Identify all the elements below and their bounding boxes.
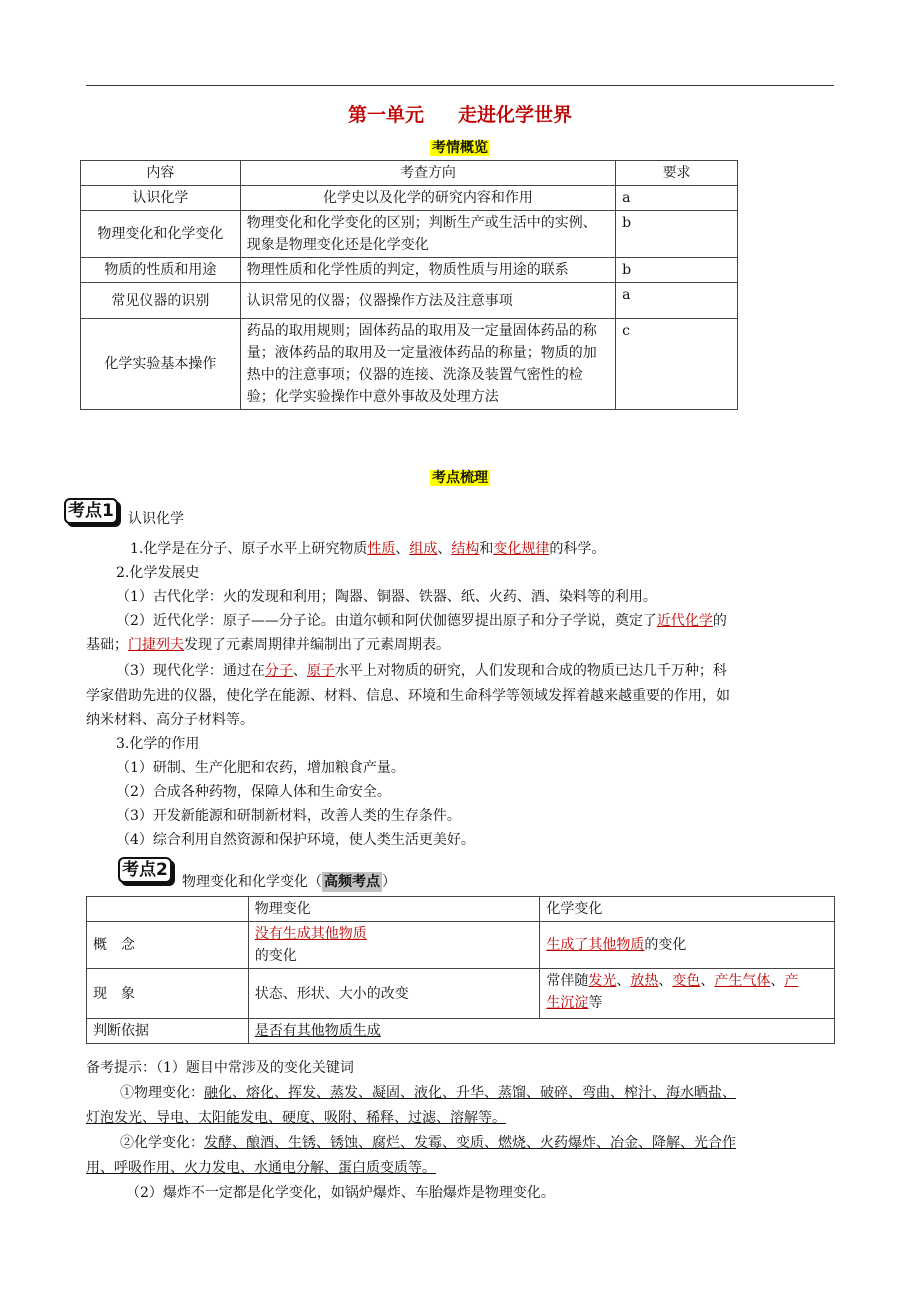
col-header-direction: 考查方向: [240, 161, 615, 186]
table-row: [87, 1019, 835, 1044]
row-req: b: [616, 258, 738, 283]
row-content: 常见仪器的识别: [81, 283, 241, 319]
s1-line6: （3）现代化学：通过在分子、原子水平上对物质的研究，人们发现和合成的物质已达几千万种；科: [116, 663, 727, 679]
overview-table: [80, 160, 738, 410]
row-label: 概 念: [87, 922, 249, 969]
s1-line2: 2.化学发展史: [116, 565, 200, 581]
row-direction: 化学史以及化学的研究内容和作用: [240, 186, 615, 211]
kd2-title: 物理变化和化学变化（ 高频考点 ）: [182, 874, 396, 890]
row-direction: 药品的取用规则；固体药品的取用及一定量固体药品的称量；液体药品的取用及一定量液体药品的称量；物质的加热中的注意事项；仪器的连接、洗涤及装置气密性的检验；化学实验操作中意外事故及处理方法: [240, 319, 615, 410]
row-label: 现 象: [87, 969, 249, 1019]
col-header-req: 要求: [616, 161, 738, 186]
table-row: [81, 186, 738, 211]
row-direction: 物理变化和化学变化的区别；判断生产或生活中的实例、现象是物理变化还是化学变化: [240, 211, 615, 258]
s1-line3: （1）古代化学：火的发现和利用；陶器、铜器、铁器、纸、火药、酒、染料等的利用。: [116, 589, 657, 605]
change-compare-table: [86, 896, 835, 1044]
row-content: 物理变化和化学变化: [81, 211, 241, 258]
concept-chemical: 生成了其他物质的变化: [540, 922, 835, 969]
col-header-content: 内容: [81, 161, 241, 186]
kd2-badge: 考点2: [118, 857, 172, 883]
unit-label: 第一单元: [347, 104, 424, 126]
table-row: [81, 211, 738, 258]
s1-line5: 基础；门捷列夫发现了元素周期律并编制出了元素周期表。: [86, 637, 450, 653]
col-header-physical: 物理变化: [248, 897, 540, 922]
row-req: a: [616, 186, 738, 211]
kd1-title: 认识化学: [128, 511, 184, 527]
phenomenon-physical: 状态、形状、大小的改变: [248, 969, 540, 1019]
concept-physical: 没有生成其他物质 的变化: [248, 922, 540, 969]
row-content: 认识化学: [81, 186, 241, 211]
table-row: [81, 319, 738, 410]
header-rule: [86, 85, 834, 86]
tips-physical-1: ①物理变化：融化、熔化、挥发、蒸发、凝固、液化、升华、蒸馏、破碎、弯曲、榨汁、海水晒盐、: [120, 1085, 736, 1101]
s1-line13: （4）综合利用自然资源和保护环境，使人类生活更美好。: [116, 832, 475, 848]
row-req: a: [616, 283, 738, 319]
row-content: 化学实验基本操作: [81, 319, 241, 410]
table-header-row: [87, 897, 835, 922]
tips-chemical-2: 用、呼吸作用、火力发电、水通电分解、蛋白质变质等。: [86, 1160, 436, 1176]
review-title: 考点梳理: [432, 470, 488, 486]
page-title: [0, 100, 920, 127]
table-row: [81, 283, 738, 319]
high-frequency-tag: 高频考点: [324, 874, 380, 890]
table-row: [87, 922, 835, 969]
row-req: c: [616, 319, 738, 410]
row-direction: 认识常见的仪器；仪器操作方法及注意事项: [240, 283, 615, 319]
row-req: b: [616, 211, 738, 258]
overview-title: 考情概览: [432, 140, 488, 156]
row-direction: 物理性质和化学性质的判定，物质性质与用途的联系: [240, 258, 615, 283]
col-header-chemical: 化学变化: [540, 897, 835, 922]
kd1-badge: 考点1: [64, 498, 118, 524]
s1-line1: 1.化学是在分子、原子水平上研究物质性质、组成、结构和变化规律的科学。: [130, 541, 606, 557]
tips-chemical-1: ②化学变化：发酵、酿酒、生锈、锈蚀、腐烂、发霉、变质、燃烧、火药爆炸、冶金、降解、光合作: [120, 1135, 736, 1151]
unit-name: 走进化学世界: [458, 104, 573, 126]
judgement-basis: 是否有其他物质生成: [248, 1019, 834, 1044]
row-label: 判断依据: [87, 1019, 249, 1044]
s1-line11: （2）合成各种药物，保障人体和生命安全。: [116, 784, 391, 800]
row-content: 物质的性质和用途: [81, 258, 241, 283]
table-header-row: [81, 161, 738, 186]
table-row: [87, 969, 835, 1019]
tips-physical-2: 灯泡发光、导电、太阳能发电、硬度、吸附、稀释、过滤、溶解等。: [86, 1110, 506, 1126]
s1-line12: （3）开发新能源和研制新材料，改善人类的生存条件。: [116, 808, 461, 824]
s1-line4: （2）近代化学：原子——分子论。由道尔顿和阿伏伽德罗提出原子和分子学说，奠定了近代化学的: [116, 613, 727, 629]
s1-line7: 学家借助先进的仪器，使化学在能源、材料、信息、环境和生命科学等领域发挥着越来越重要的作用，如: [86, 688, 730, 704]
table-row: [81, 258, 738, 283]
tips-head: 备考提示：（1）题目中常涉及的变化关键词: [86, 1060, 354, 1076]
s1-line10: （1）研制、生产化肥和农药，增加粮食产量。: [116, 760, 405, 776]
tips-last: （2）爆炸不一定都是化学变化，如锅炉爆炸、车胎爆炸是物理变化。: [126, 1185, 555, 1201]
s1-line8: 纳米材料、高分子材料等。: [86, 712, 254, 728]
phenomenon-chemical: 常伴随发光、放热、变色、产生气体、产 生沉淀等: [540, 969, 835, 1019]
s1-line9: 3.化学的作用: [116, 736, 200, 752]
